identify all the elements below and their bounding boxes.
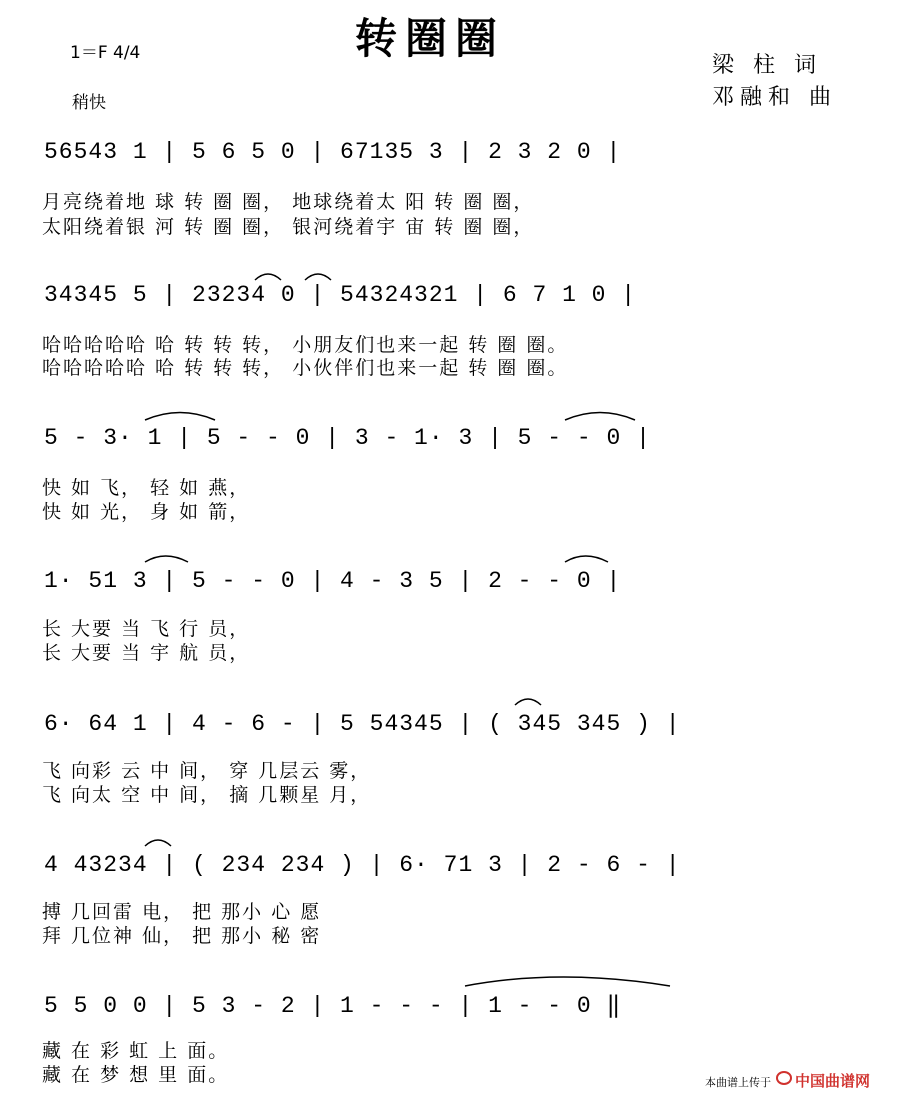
notation-row: 56543 1 | 5 6 5 0 | 67135 3 | 2 3 2 0 | [44,139,622,165]
notation-row: 5 - 3· 1 | 5 - - 0 | 3 - 1· 3 | 5 - - 0 | [44,425,651,451]
composer-credit: 邓融和 曲 [712,85,837,110]
slur-mark [145,413,215,421]
lyrics-verse-1: 藏 在 彩 虹 上 面。 [42,1040,230,1062]
slur-mark [465,977,670,986]
lyrics-verse-2: 快 如 光， 身 如 箭， [42,501,251,523]
slur-mark [565,556,608,562]
notation-row: 6· 64 1 | 4 - 6 - | 5 54345 | ( 345 345 ) | [44,711,681,737]
brand-logo-text: 中国曲谱网 [795,1072,871,1090]
notation-row: 4 43234 | ( 234 234 ) | 6· 71 3 | 2 - 6 - | [44,852,681,878]
slur-mark [255,274,281,280]
lyrics-verse-1: 搏 几回雷 电， 把 那小 心 愿 [42,901,322,923]
upload-note: 本曲谱上传于 [705,1076,771,1089]
lyrics-verse-2: 拜 几位神 仙， 把 那小 秘 密 [42,925,322,947]
notation-row: 1· 51 3 | 5 - - 0 | 4 - 3 5 | 2 - - 0 | [44,568,622,594]
notation-row: 34345 5 | 23234 0 | 54324321 | 6 7 1 0 | [44,282,637,308]
slur-mark [145,840,171,846]
lyrics-verse-2: 哈哈哈哈哈 哈 转 转 转， 小伙伴们也来一起 转 圈 圈。 [42,357,569,379]
key-signature: 1＝F 4/4 [70,43,141,63]
lyricist-credit: 梁 柱 词 [712,53,822,78]
slur-mark [515,699,541,705]
lyrics-verse-2: 太阳绕着银 河 转 圈 圈， 银河绕着宇 宙 转 圈 圈， [42,216,535,238]
page-title: 转圈圈 [355,14,506,63]
tempo-marking: 稍快 [72,93,106,113]
lyrics-verse-1: 哈哈哈哈哈 哈 转 转 转， 小朋友们也来一起 转 圈 圈。 [42,334,569,356]
lyrics-verse-1: 月亮绕着地 球 转 圈 圈， 地球绕着太 阳 转 圈 圈， [42,191,535,213]
brand-icon [776,1071,792,1085]
lyrics-verse-2: 长 大要 当 宇 航 员， [42,642,251,664]
lyrics-verse-1: 快 如 飞， 轻 如 燕， [42,477,251,499]
lyrics-verse-1: 长 大要 当 飞 行 员， [42,618,251,640]
notation-row: 5 5 0 0 | 5 3 - 2 | 1 - - - | 1 - - 0 ‖ [44,993,622,1019]
lyrics-verse-2: 藏 在 梦 想 里 面。 [42,1064,230,1086]
lyrics-verse-1: 飞 向彩 云 中 间， 穿 几层云 雾， [42,760,372,782]
slur-mark [565,413,635,421]
lyrics-verse-2: 飞 向太 空 中 间， 摘 几颗星 月， [42,784,372,806]
slur-mark [305,274,331,280]
slur-mark [145,556,188,562]
